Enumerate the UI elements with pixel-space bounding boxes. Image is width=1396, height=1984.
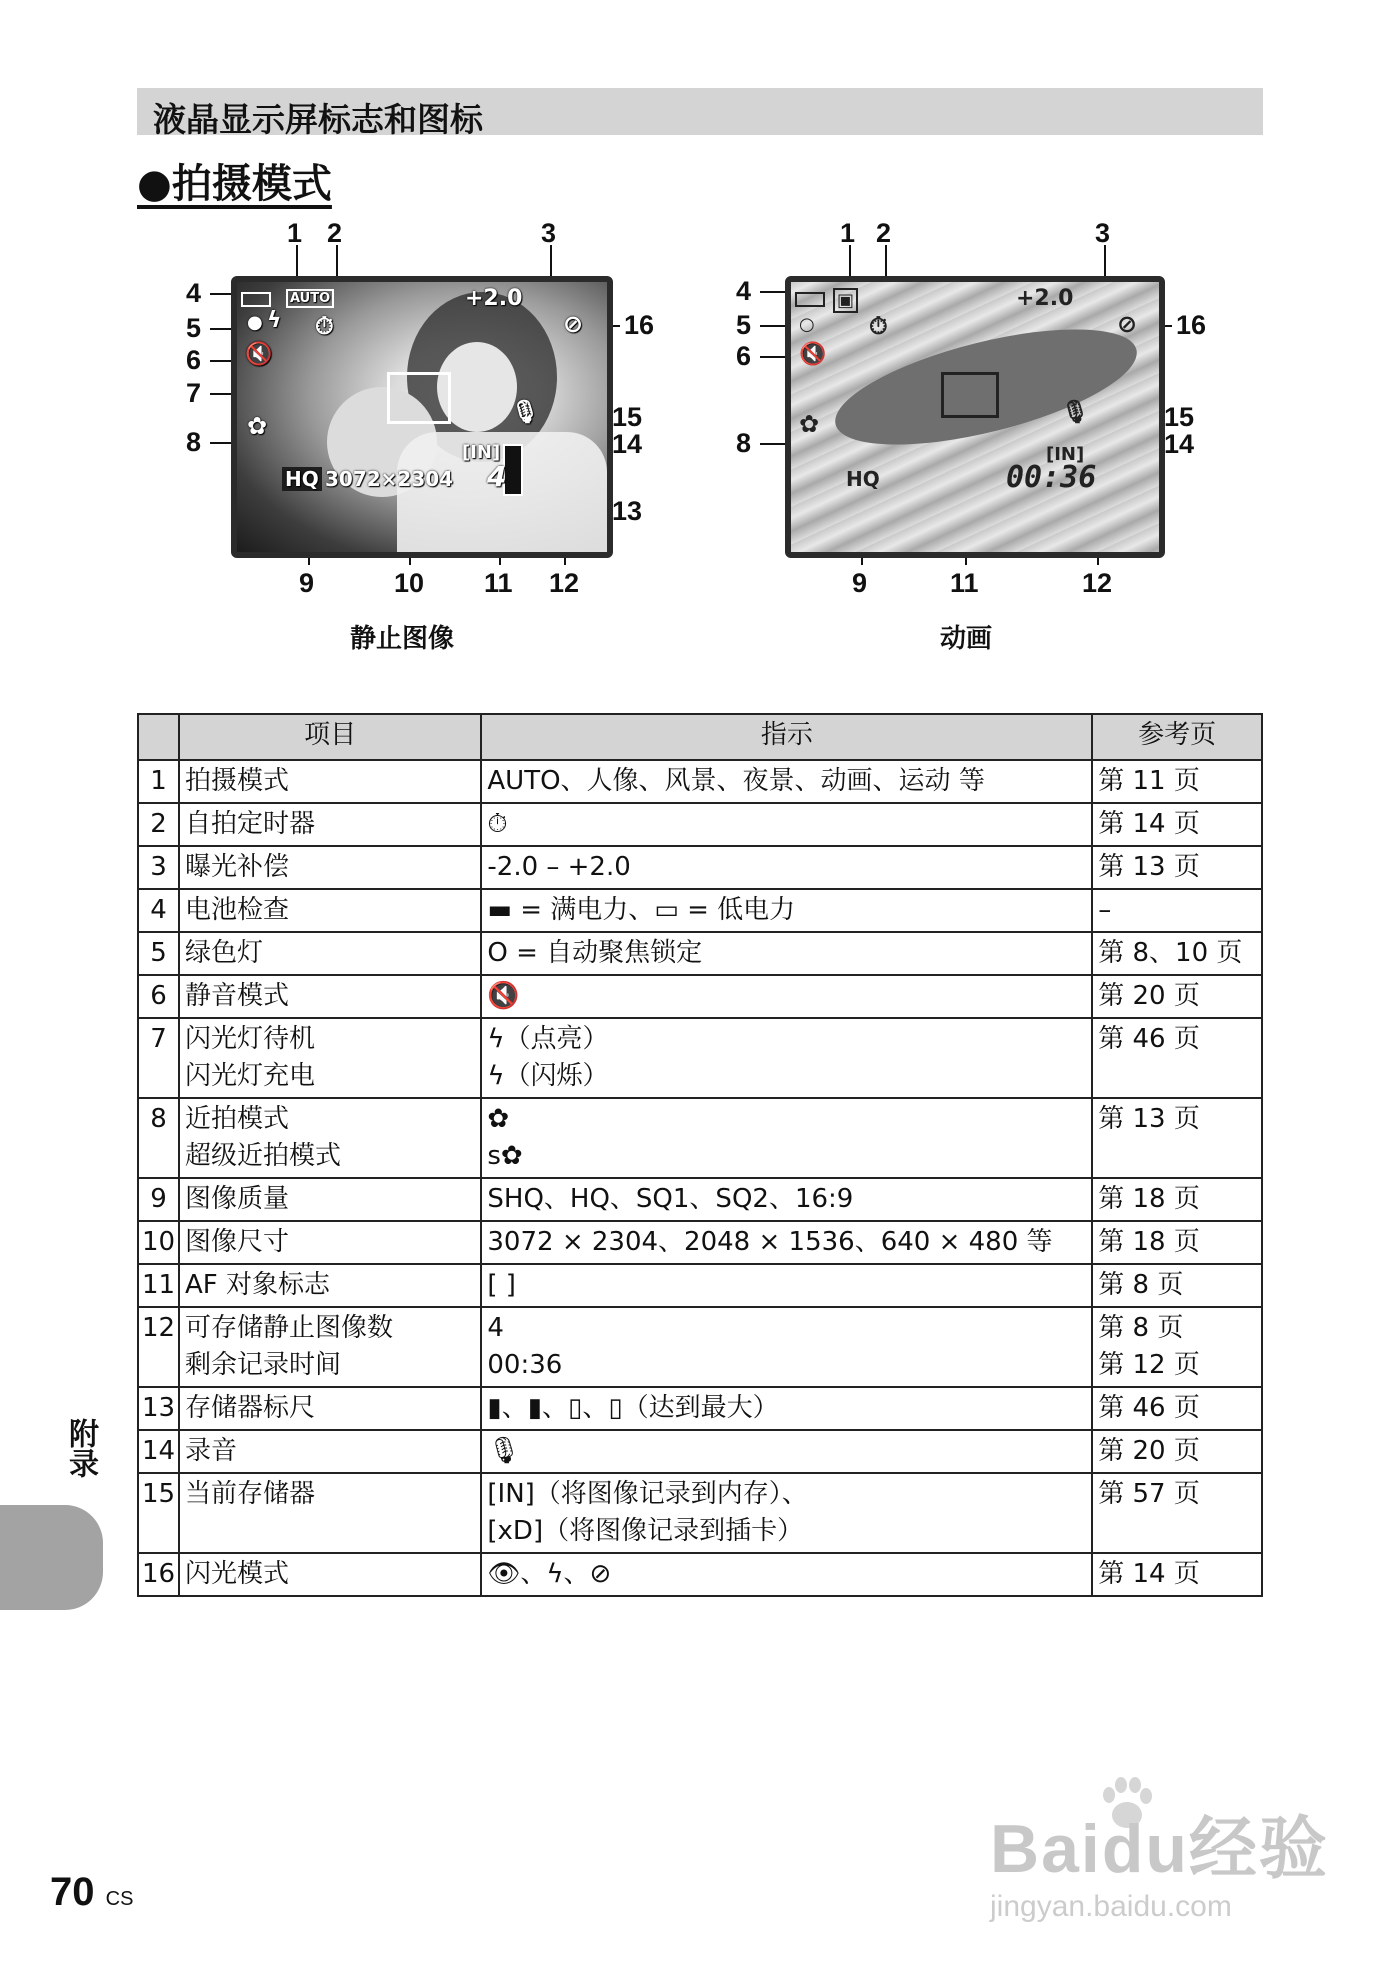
silent-mode-icon: 🔇 [245,342,273,367]
callout-2: 2 [327,218,343,248]
memory-indicator: [IN] [462,442,501,463]
row-number: 9 [138,1178,179,1221]
row-number: 1 [138,760,179,803]
row-reference-line: 第 8 页 [1098,1313,1184,1343]
callout-3: 3 [541,218,557,248]
row-reference [1092,932,1262,975]
memory-indicator: [IN] [1046,444,1085,465]
row-number: 4 [138,889,179,932]
row-reference-line: 第 13 页 [1098,852,1200,882]
flash-standby-icon: ϟ [267,308,282,333]
row-reference-line: – [1098,895,1112,925]
row-number: 12 [138,1307,179,1387]
movie-lcd [785,276,1165,558]
row-item-line: 当前存储器 [184,1479,315,1509]
row-reference [1092,1264,1262,1307]
page-number-value: 70 [50,1870,95,1914]
icon-reference-table [137,713,1263,1597]
row-item-line: 绿色灯 [184,938,263,968]
callout-14: 14 [1164,429,1195,459]
row-item [179,1098,481,1178]
table-row [138,1473,1262,1553]
row-reference [1092,1221,1262,1264]
table-row [138,760,1262,803]
row-indication-line: ⏱ [487,809,508,839]
row-item-line: AF 对象标志 [184,1270,330,1300]
row-reference [1092,760,1262,803]
row-reference-line: 第 18 页 [1098,1184,1200,1214]
watermark-brand: Baidu经验 [990,1811,1329,1887]
row-item-line: 可存储静止图像数 [184,1313,393,1343]
table-row [138,846,1262,889]
table-row [138,1387,1262,1430]
callout-12: 12 [549,568,580,598]
callout-5: 5 [736,310,752,340]
row-indication-line: s✿ [487,1141,523,1171]
row-item-line: 静音模式 [184,981,289,1011]
table-row [138,1553,1262,1596]
self-timer-icon: ⏱ [869,312,888,340]
row-item [179,889,481,932]
header-no [138,714,179,760]
row-reference [1092,1307,1262,1387]
row-reference [1092,1098,1262,1178]
af-target-mark [941,372,999,418]
watermark-url: jingyan.baidu.com [990,1890,1232,1923]
row-indication [481,846,1092,889]
row-reference [1092,1553,1262,1596]
row-number: 2 [138,803,179,846]
row-item-line: 剩余记录时间 [184,1350,341,1380]
appendix-tab [0,1505,103,1610]
callout-1: 1 [287,218,303,248]
callout-13: 13 [612,496,643,526]
row-item [179,932,481,975]
macro-icon: ✿ [247,412,268,440]
row-item [179,1264,481,1307]
table-header-row [138,714,1262,760]
row-reference-line: 第 20 页 [1098,981,1200,1011]
row-reference-line: 第 12 页 [1098,1350,1200,1380]
row-indication-line: 👁、ϟ、⊘ [487,1559,612,1589]
row-indication [481,803,1092,846]
callout-9: 9 [852,568,868,598]
row-reference-line: 第 14 页 [1098,1559,1200,1589]
row-indication [481,1098,1092,1178]
row-indication-line: ✿ [487,1104,510,1134]
table-row [138,1178,1262,1221]
row-indication [481,1221,1092,1264]
row-item [179,1553,481,1596]
row-indication-line: -2.0 – +2.0 [487,852,631,882]
green-lamp-icon: ● [247,312,263,333]
row-reference-line: 第 13 页 [1098,1104,1200,1134]
row-indication [481,1178,1092,1221]
callout-6: 6 [186,345,202,375]
row-number: 3 [138,846,179,889]
row-indication-line: ▮、▮、▯、▯（达到最大） [487,1393,779,1423]
row-indication-line: 🔇 [487,981,520,1011]
row-number: 5 [138,932,179,975]
row-indication [481,1307,1092,1387]
appendix-label: 附录 [63,1418,98,1478]
mode-title: ●拍摄模式 [137,161,332,207]
row-item-line: 闪光灯充电 [184,1061,315,1091]
row-item-line: 曝光补偿 [184,852,289,882]
callout-15: 15 [612,402,643,432]
auto-mode-icon: AUTO [286,289,334,308]
page-number [50,1870,133,1915]
row-item-line: 自拍定时器 [184,809,315,839]
row-indication [481,1473,1092,1553]
callout-4: 4 [736,276,752,306]
row-indication-line: ϟ（闪烁） [487,1061,609,1091]
callout-5: 5 [186,313,202,343]
battery-icon [241,292,271,307]
callout-9: 9 [299,568,315,598]
dress-shape [397,432,607,558]
row-item-line: 图像尺寸 [184,1227,289,1257]
row-item [179,803,481,846]
row-indication-line: 3072 × 2304、2048 × 1536、640 × 480 等 [487,1227,1053,1257]
row-reference [1092,803,1262,846]
row-indication [481,760,1092,803]
exposure-value: +2.0 [1016,286,1074,311]
page-lang: CS [105,1888,134,1910]
row-reference-line: 第 14 页 [1098,809,1200,839]
macro-icon: ✿ [799,410,820,438]
callout-16: 16 [1176,310,1207,340]
remaining-shots: 4 [487,460,507,493]
callout-16: 16 [624,310,655,340]
table-row [138,1430,1262,1473]
row-reference [1092,1430,1262,1473]
row-item-line: 闪光灯待机 [184,1024,315,1054]
table-row [138,1018,1262,1098]
table-row [138,975,1262,1018]
row-indication-line: ϟ（点亮） [487,1024,609,1054]
callout-14: 14 [612,429,643,459]
row-reference [1092,1178,1262,1221]
image-quality: HQ [846,467,880,491]
row-number: 11 [138,1264,179,1307]
movie-mode-icon: ▣ [833,288,858,313]
table-row [138,889,1262,932]
row-reference [1092,1473,1262,1553]
movie-caption: 动画 [940,624,993,654]
still-image-lcd [231,276,613,558]
row-item-line: 存储器标尺 [184,1393,315,1423]
row-reference [1092,975,1262,1018]
row-indication [481,1430,1092,1473]
callout-6: 6 [736,341,752,371]
table-row [138,1221,1262,1264]
row-indication-line: 🎙 [487,1436,521,1466]
row-number: 6 [138,975,179,1018]
row-reference-line: 第 57 页 [1098,1479,1200,1509]
row-indication-line: [ ] [487,1270,516,1300]
mic-icon: 🎙 [1061,400,1089,425]
row-indication-line: O = 自动聚焦锁定 [487,938,703,968]
still-caption: 静止图像 [350,624,455,654]
flash-mode-icon: ⊘ [1117,310,1138,338]
image-quality: HQ [282,467,322,491]
row-indication-line: 00:36 [487,1350,563,1380]
row-item-line: 图像质量 [184,1184,289,1214]
row-indication-line: ▬ = 满电力、▭ = 低电力 [487,895,796,925]
row-indication-line: 4 [487,1313,504,1343]
battery-icon [795,292,825,307]
row-item-line: 近拍模式 [184,1104,289,1134]
row-indication [481,975,1092,1018]
table-body [138,760,1262,1596]
row-item [179,1221,481,1264]
row-reference-line: 第 8 页 [1098,1270,1184,1300]
row-indication [481,1018,1092,1098]
callout-7: 7 [186,378,202,408]
row-item [179,1307,481,1387]
row-number: 15 [138,1473,179,1553]
table-row [138,1307,1262,1387]
row-item [179,760,481,803]
callout-11: 11 [950,568,979,598]
row-indication-line: AUTO、人像、风景、夜景、动画、运动 等 [487,766,985,796]
row-item [179,975,481,1018]
row-indication [481,1264,1092,1307]
header-item: 项目 [179,714,481,760]
row-indication-line: [IN]（将图像记录到内存）、 [487,1479,808,1509]
row-item-line: 电池检查 [184,895,289,925]
header-indication: 指示 [481,714,1092,760]
header-ref: 参考页 [1092,714,1262,760]
row-item-line: 闪光模式 [184,1559,289,1589]
row-reference-line: 第 46 页 [1098,1024,1200,1054]
row-item-line: 录音 [184,1436,237,1466]
callout-1: 1 [840,218,856,248]
row-indication [481,1553,1092,1596]
image-size: 3072×2304 [325,467,454,491]
row-reference-line: 第 11 页 [1098,766,1200,796]
callout-15: 15 [1164,402,1195,432]
flash-mode-icon: ⊘ [563,310,584,338]
callout-11: 11 [484,568,513,598]
callout-12: 12 [1082,568,1113,598]
row-number: 13 [138,1387,179,1430]
table-row [138,932,1262,975]
row-reference [1092,889,1262,932]
row-number: 14 [138,1430,179,1473]
row-indication [481,1387,1092,1430]
callout-4: 4 [186,278,202,308]
callout-8: 8 [186,427,202,457]
green-lamp-icon: ○ [799,314,815,335]
row-reference-line: 第 18 页 [1098,1227,1200,1257]
mic-icon: 🎙 [511,400,539,425]
row-item-line: 超级近拍模式 [184,1141,341,1171]
row-reference-line: 第 46 页 [1098,1393,1200,1423]
table-row [138,803,1262,846]
row-indication [481,889,1092,932]
row-number: 7 [138,1018,179,1098]
table-row [138,1098,1262,1178]
exposure-value: +2.0 [465,286,523,311]
row-reference [1092,1387,1262,1430]
row-item-line: 拍摄模式 [184,766,289,796]
section-title: 液晶显示屏标志和图标 [153,100,483,139]
remaining-time: 00:36 [1006,460,1097,495]
row-reference [1092,846,1262,889]
row-indication-line: [xD]（将图像记录到插卡） [487,1516,804,1546]
callout-3: 3 [1095,218,1111,248]
row-item [179,846,481,889]
row-number: 8 [138,1098,179,1178]
row-reference-line: 第 20 页 [1098,1436,1200,1466]
row-item [179,1473,481,1553]
callout-2: 2 [876,218,892,248]
af-target-mark [387,372,451,424]
row-item [179,1387,481,1430]
table-row [138,1264,1262,1307]
row-number: 16 [138,1553,179,1596]
callout-8: 8 [736,428,752,458]
self-timer-icon: ⏱ [315,312,334,340]
row-indication-line: SHQ、HQ、SQ1、SQ2、16:9 [487,1184,854,1214]
row-reference-line: 第 8、10 页 [1098,938,1243,968]
silent-mode-icon: 🔇 [799,342,827,367]
row-reference [1092,1018,1262,1098]
row-indication [481,932,1092,975]
row-number: 10 [138,1221,179,1264]
callout-10: 10 [394,568,425,598]
row-item [179,1178,481,1221]
row-item [179,1430,481,1473]
row-item [179,1018,481,1098]
